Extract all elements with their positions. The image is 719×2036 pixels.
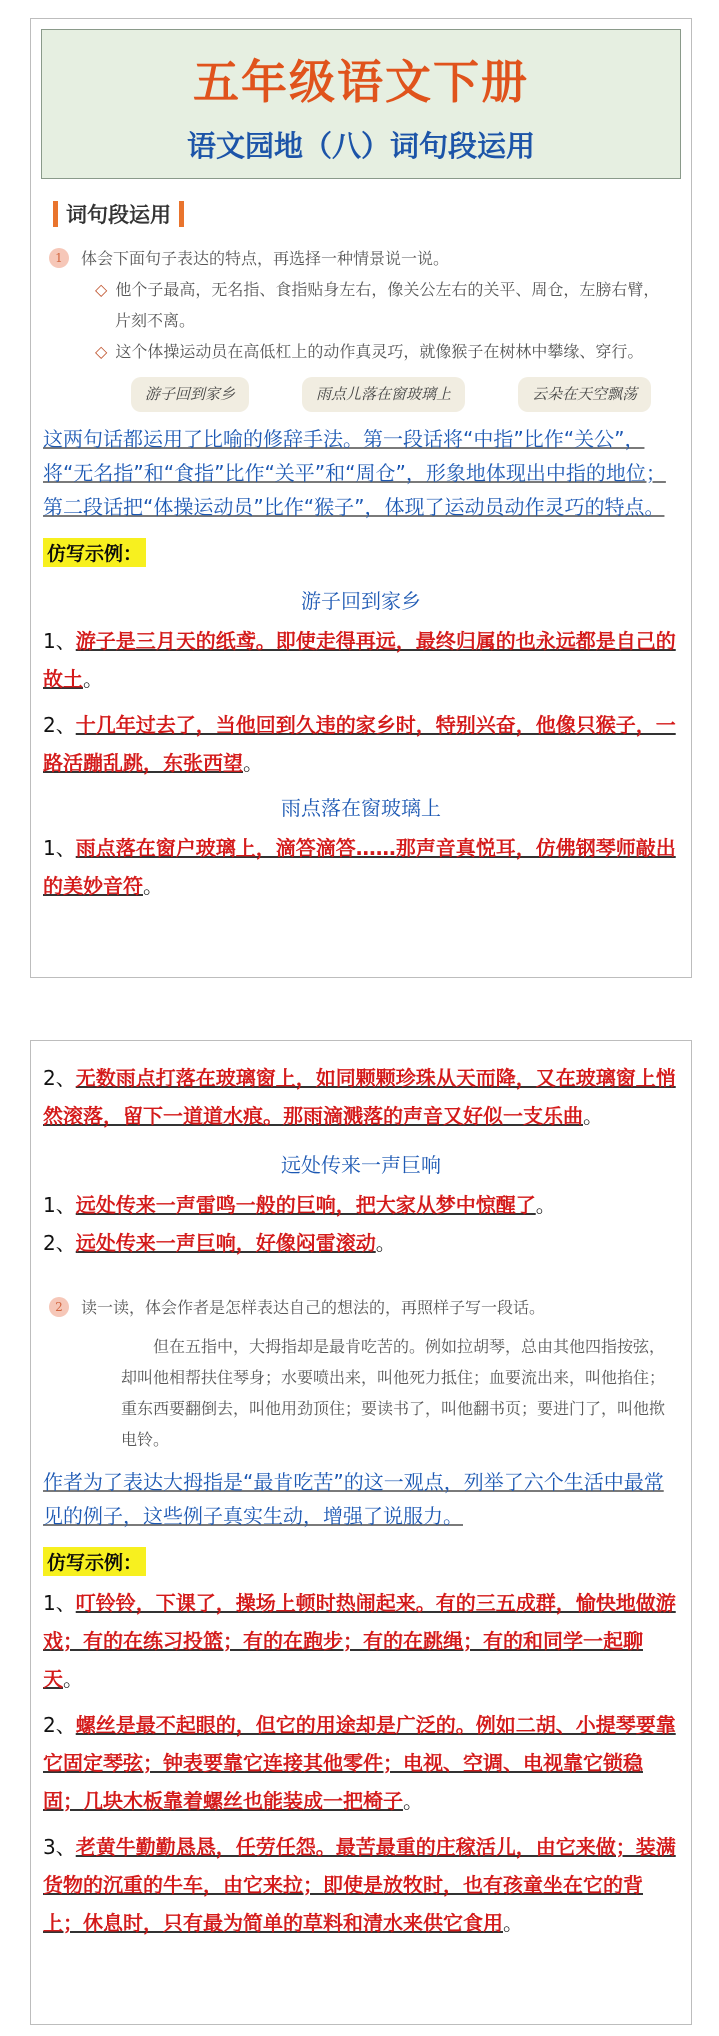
textbook-exercise-2 — [31, 1292, 691, 1455]
section-heading — [45, 199, 691, 229]
accent-bar-left — [53, 201, 58, 227]
section-label: 词句段运用 — [66, 203, 171, 227]
answer-item: 1、雨点落在窗户玻璃上，滴答滴答……那声音真悦耳，仿佛钢琴师敲出的美妙音符。 — [43, 836, 676, 898]
exercise-prompt: 读一读，体会作者是怎样表达自己的想法的，再照样子写一段话。 — [81, 1298, 546, 1317]
page-card-1 — [30, 18, 692, 978]
scene-chip: 雨点儿落在窗玻璃上 — [302, 377, 465, 412]
title-banner — [41, 29, 681, 179]
textbook-exercise-1 — [31, 243, 691, 412]
example-label: 仿写示例： — [43, 1547, 146, 1576]
analysis-paragraph: 作者为了表达大拇指是“最肯吃苦”的这一观点，列举了六个生活中最常见的例子，这些例子真实生动，增强了说服力。 — [43, 1470, 664, 1528]
answer-item: 2、远处传来一声巨响，好像闷雷滚动。 — [43, 1231, 396, 1255]
scene-chip: 游子回到家乡 — [131, 377, 249, 412]
example-sentence: ◇ 他个子最高，无名指、食指贴身左右，像关公左右的关平、周仓，左膀右臂，片刻不离。 — [95, 280, 660, 330]
reading-passage: 但在五指中，大拇指却是最肯吃苦的。例如拉胡琴，总由其他四指按弦，却叫他相帮扶住琴身；水要喷出来，叫他死力抵住；血要流出来，叫他掐住；重东西要翻倒去，叫他用劲顶住；要读书了，叫他翻书页；要进门了，叫他揿电铃。 — [121, 1337, 666, 1449]
example-sentence: ◇ 这个体操运动员在高低杠上的动作真灵巧，就像猴子在树林中攀缘、穿行。 — [95, 342, 644, 361]
answer-item: 1、游子是三月天的纸鸢。即使走得再远，最终归属的也永远都是自己的故土。 — [43, 629, 676, 691]
answer-item: 1、叮铃铃，下课了，操场上顿时热闹起来。有的三五成群，愉快地做游戏；有的在练习投篮；有的在跑步；有的在跳绳；有的和同学一起聊天。 — [43, 1591, 676, 1691]
answer-item: 3、老黄牛勤勤恳恳，任劳任怨。最苦最重的庄稼活儿，由它来做；装满货物的沉重的牛车，由它来拉；即使是放牧时，也有孩童坐在它的背上；休息时，只有最为简单的草料和清水来供它食用。 — [43, 1835, 676, 1935]
group-title: 游子回到家乡 — [301, 589, 421, 613]
page-subtitle: 语文园地（八）词句段运用 — [186, 129, 535, 163]
exercise-prompt: 体会下面句子表达的特点，再选择一种情景说一说。 — [81, 249, 450, 268]
group-title: 远处传来一声巨响 — [281, 1153, 441, 1177]
answer-item: 2、螺丝是最不起眼的，但它的用途却是广泛的。例如二胡、小提琴要靠它固定琴弦；钟表要靠它连接其他零件；电视、空调、电视靠它锁稳固；几块木板靠着螺丝也能装成一把椅子。 — [43, 1713, 676, 1813]
scene-options — [131, 377, 651, 412]
diamond-bullet-icon: ◇ — [95, 342, 108, 361]
group-title: 雨点落在窗玻璃上 — [281, 796, 441, 820]
example-label: 仿写示例： — [43, 538, 146, 567]
scene-chip: 云朵在天空飘荡 — [518, 377, 651, 412]
answer-item: 1、远处传来一声雷鸣一般的巨响，把大家从梦中惊醒了。 — [43, 1193, 556, 1217]
page-title: 五年级语文下册 — [193, 55, 529, 109]
exercise-number-badge: 2 — [49, 1297, 69, 1317]
answer-item: 2、十几年过去了，当他回到久违的家乡时，特别兴奋，他像只猴子，一路活蹦乱跳，东张西望。 — [43, 713, 676, 775]
answer-item: 2、无数雨点打落在玻璃窗上，如同颗颗珍珠从天而降，又在玻璃窗上悄然滚落，留下一道道水痕。那雨滴溅落的声音又好似一支乐曲。 — [43, 1066, 676, 1128]
accent-bar-right — [179, 201, 184, 227]
analysis-paragraph: 这两句话都运用了比喻的修辞手法。第一段话将“中指”比作“关公”，将“无名指”和“食指”比作“关平”和“周仓”，形象地体现出中指的地位；第二段话把“体操运动员”比作“猴子”，体现了运动员动作灵巧的特点。 — [43, 427, 666, 519]
diamond-bullet-icon: ◇ — [95, 280, 108, 299]
page-card-2 — [30, 1040, 692, 2025]
exercise-number-badge: 1 — [49, 248, 69, 268]
